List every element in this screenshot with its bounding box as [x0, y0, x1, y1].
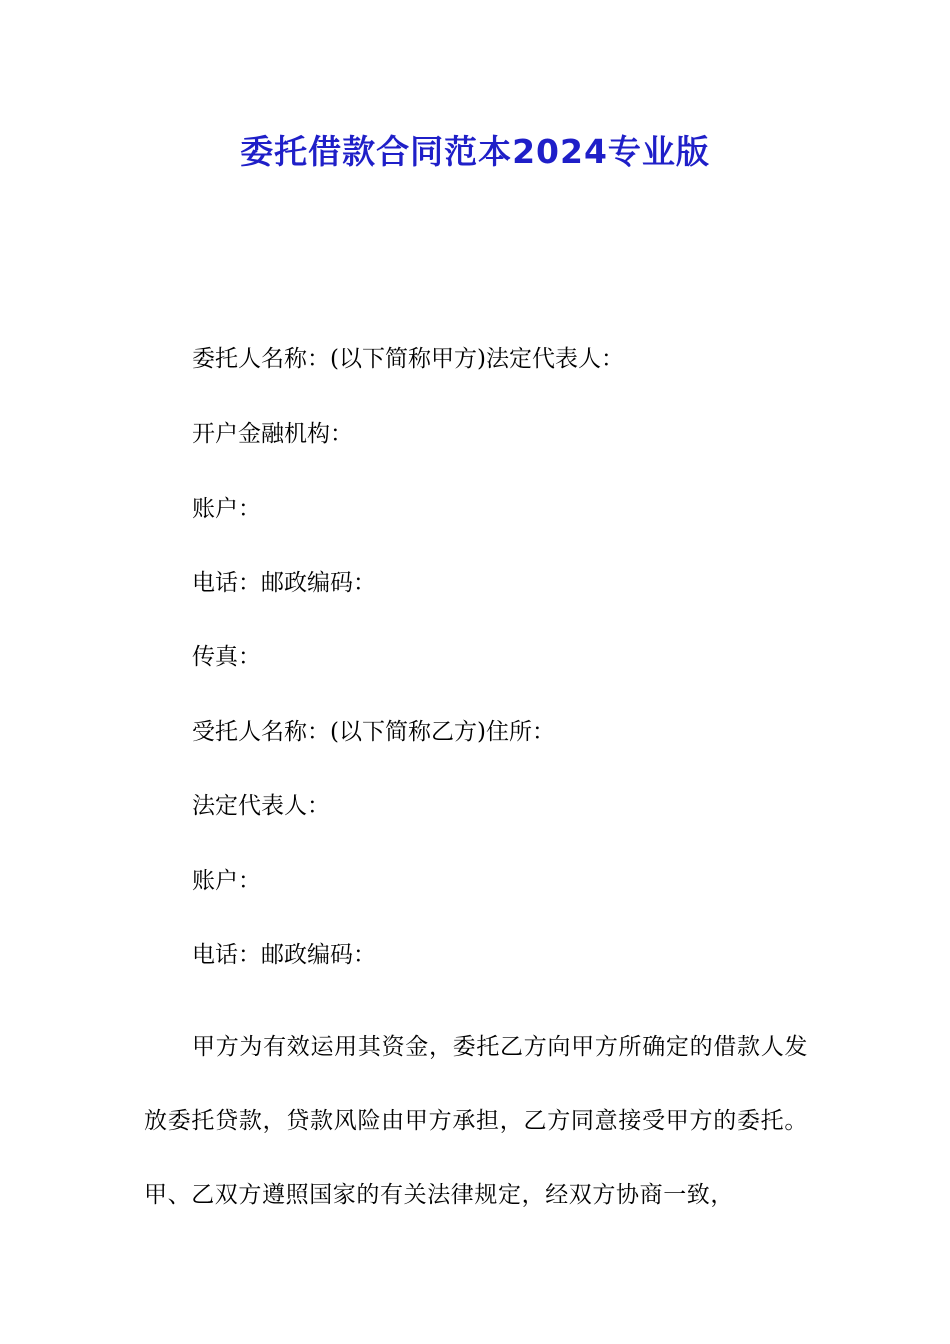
- agent-phone-line: 电话：邮政编码：: [192, 942, 376, 968]
- principal-bank-line: 开户金融机构：: [192, 421, 353, 447]
- principal-phone-line: 电话：邮政编码：: [192, 570, 376, 596]
- principal-name-line: 委托人名称：(以下简称甲方)法定代表人：: [192, 346, 624, 372]
- principal-fax-line: 传真：: [192, 644, 261, 670]
- document-title: 委托借款合同范本2024专业版: [240, 132, 710, 171]
- agent-name-line: 受托人名称：(以下简称乙方)住所：: [192, 719, 555, 745]
- agent-account-line: 账户：: [192, 868, 261, 894]
- principal-account-line: 账户：: [192, 496, 261, 522]
- body-paragraph: 甲方为有效运用其资金，委托乙方向甲方所确定的借款人发放委托贷款，贷款风险由甲方承担，乙方同意接受甲方的委托。甲、乙双方遵照国家的有关法律规定，经双方协商一致，: [144, 1034, 808, 1208]
- agent-representative-line: 法定代表人：: [192, 793, 330, 819]
